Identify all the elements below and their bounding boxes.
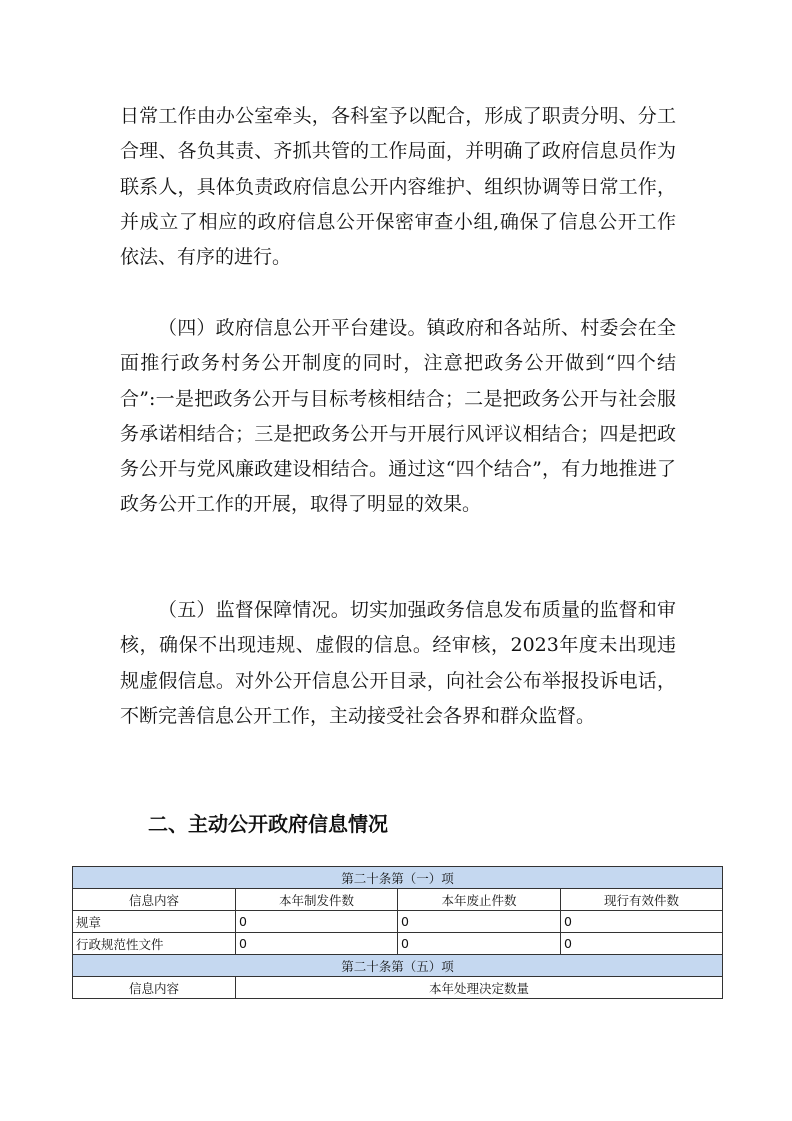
cell-value: 0 <box>236 933 398 955</box>
section-heading: 二、主动公开政府信息情况 <box>148 812 388 836</box>
cell-value: 0 <box>561 933 723 955</box>
paragraph-supervision: （五）监督保障情况。切实加强政务信息发布质量的监督和审核，确保不出现违规、虚假的信息。经审核，2023年度未出现违规虚假信息。对外公开信息公开目录，向社会公布举报投诉电话，不断完善信息公开工作，主动接受社会各界和群众监督。 <box>120 599 676 727</box>
cell-value: 0 <box>398 911 561 933</box>
section2-header-decision-count: 本年处理决定数量 <box>236 977 723 999</box>
header-abolished-count: 本年废止件数 <box>398 889 561 911</box>
cell-value: 0 <box>561 911 723 933</box>
table-section1-row <box>73 867 723 889</box>
row-label: 行政规范性文件 <box>73 933 236 955</box>
header-info-content: 信息内容 <box>73 889 236 911</box>
table-row <box>73 911 723 933</box>
header-valid-count: 现行有效件数 <box>561 889 723 911</box>
section1-title: 第二十条第（一）项 <box>73 867 723 889</box>
info-disclosure-table <box>72 866 723 999</box>
row-label: 规章 <box>73 911 236 933</box>
paragraph-responsibility: 日常工作由办公室牵头，各科室予以配合，形成了职责分明、分工合理、各负其责、齐抓共管的工作局面，并明确了政府信息员作为联系人，具体负责政府信息公开内容维护、组织协调等日常工作，并成立了相应的政府信息公开保密审查小组,确保了信息公开工作依法、有序的进行。 <box>120 105 676 269</box>
table-row <box>73 933 723 955</box>
cell-value: 0 <box>398 933 561 955</box>
header-issued-count: 本年制发件数 <box>236 889 398 911</box>
table-header-row <box>73 889 723 911</box>
table-section2-row <box>73 955 723 977</box>
section2-header-info-content: 信息内容 <box>73 977 236 999</box>
section2-title: 第二十条第（五）项 <box>73 955 723 977</box>
cell-value: 0 <box>236 911 398 933</box>
table-section2-header-row <box>73 977 723 999</box>
paragraph-platform-construction: （四）政府信息公开平台建设。镇政府和各站所、村委会在全面推行政务村务公开制度的同时，注意把政务公开做到“四个结合”:一是把政务公开与目标考核相结合；二是把政务公开与社会服务承诺相结合；三是把政务公开与开展行风评议相结合；四是把政务公开与党风廉政建设相结合。通过这“四个结合”，有力地推进了政务公开工作的开展，取得了明显的效果。 <box>120 317 676 516</box>
